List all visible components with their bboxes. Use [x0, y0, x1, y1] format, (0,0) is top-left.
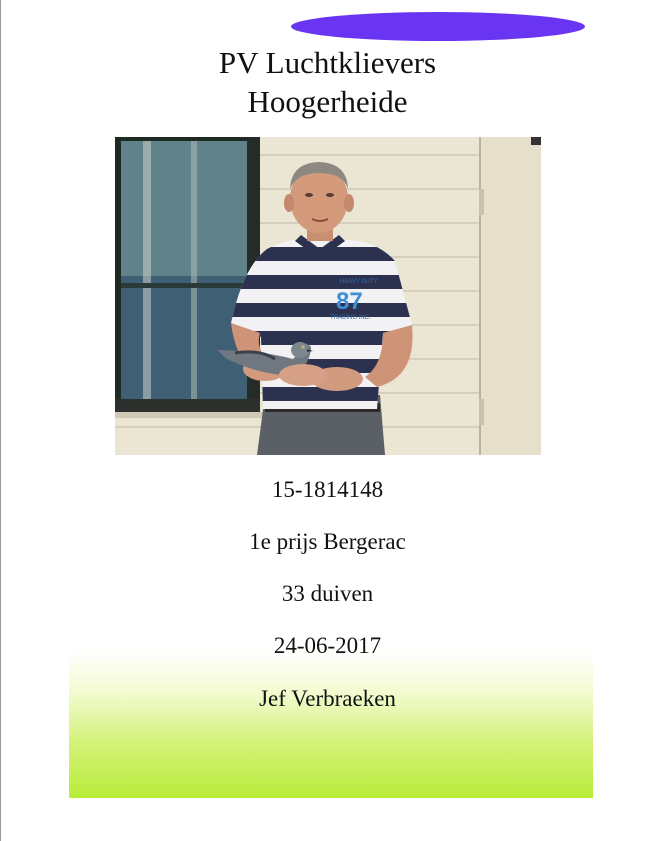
shirt-print-number: 87: [336, 288, 363, 315]
shirt-print-top: HEAVY DUTY: [340, 279, 378, 285]
race-date: 24-06-2017: [273, 633, 382, 658]
prize-text: 1e prijs Bergerac: [249, 529, 406, 554]
ring-number: 15-1814148: [271, 477, 384, 502]
left-border-line: [0, 0, 1, 841]
shirt-print-bottom: TRADING INC.: [330, 315, 371, 321]
owner-name: Jef Verbraeken: [259, 686, 396, 711]
green-gradient-band: [69, 650, 593, 798]
bird-count: 33 duiven: [281, 581, 374, 606]
purple-ellipse-decoration: [291, 12, 585, 41]
club-name: PV Luchtklievers: [218, 45, 437, 80]
owner-with-pigeon-photo: [115, 137, 541, 455]
club-location: Hoogerheide: [247, 84, 408, 119]
